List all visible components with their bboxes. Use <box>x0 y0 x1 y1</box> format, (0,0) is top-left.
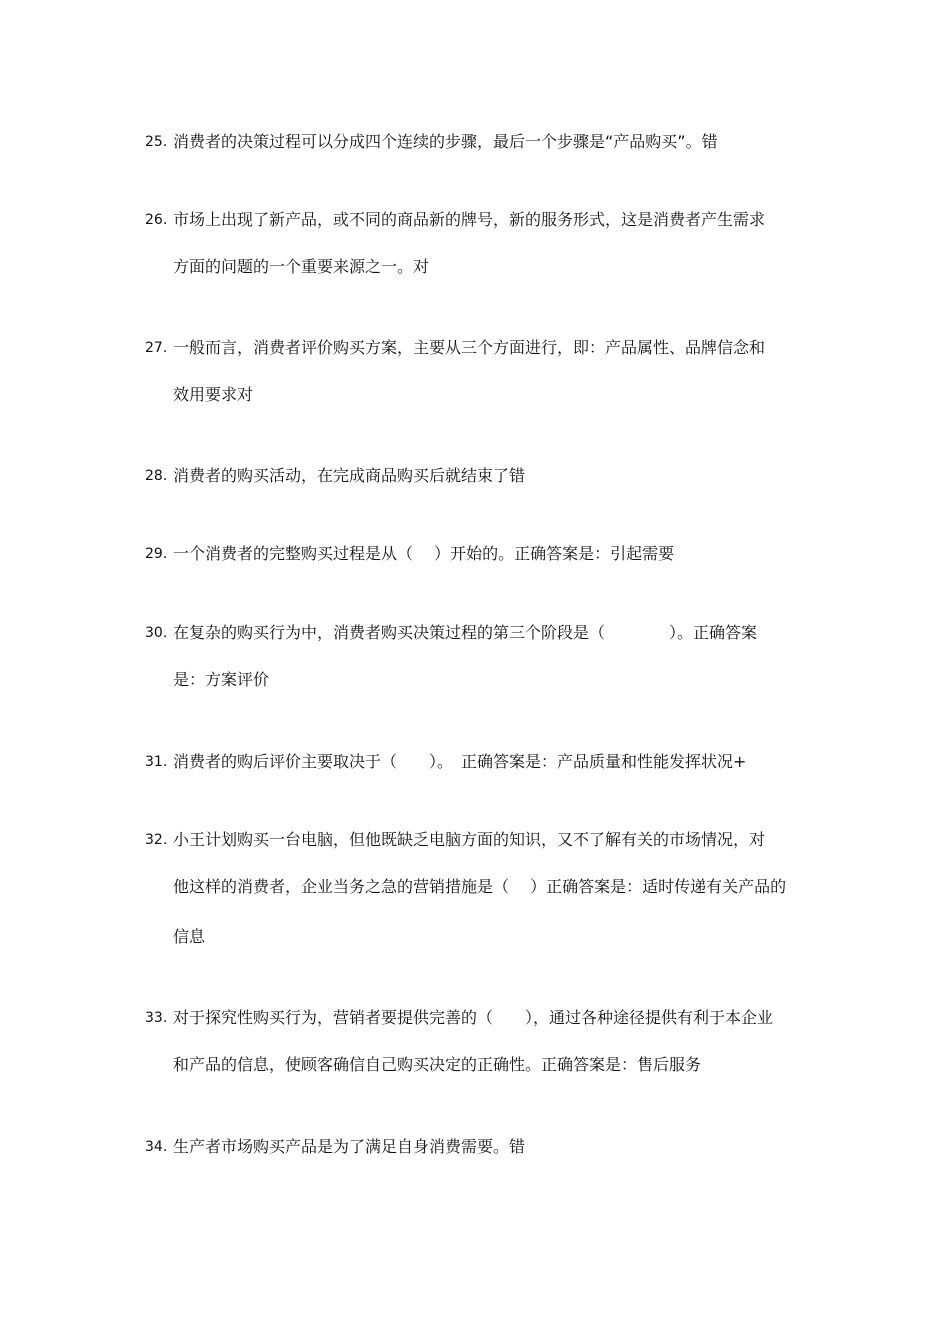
question-text-line: 消费者的购买活动，在完成商品购买后就结束了错 <box>173 466 526 485</box>
question-text-line: 和产品的信息，使顾客确信自己购买决定的正确性。正确答案是：售后服务 <box>173 1055 702 1074</box>
question-number: 32. <box>145 832 168 848</box>
question-text-line: 是：方案评价 <box>173 670 270 689</box>
question-number: 34. <box>145 1139 168 1155</box>
question-text-line: 消费者的决策过程可以分成四个连续的步骤，最后一个步骤是“产品购买”。错 <box>173 132 718 151</box>
question-number: 31. <box>145 754 168 770</box>
question-number: 30. <box>145 625 168 641</box>
question-text-line: 他这样的消费者，企业当务之急的营销措施是（ ）正确答案是：适时传递有关产品的 <box>173 877 787 896</box>
question-text-line: 在复杂的购买行为中，消费者购买决策过程的第三个阶段是（ ）。正确答案 <box>173 623 758 642</box>
question-text-line: 消费者的购后评价主要取决于（ ）。 正确答案是：产品质量和性能发挥状况+ <box>173 752 747 771</box>
question-text-line: 对于探究性购买行为，营销者要提供完善的（ ），通过各种途径提供有利于本企业 <box>173 1008 774 1027</box>
question-text-line: 一个消费者的完整购买过程是从（ ）开始的。正确答案是：引起需要 <box>173 544 675 563</box>
question-text-line: 一般而言，消费者评价购买方案，主要从三个方面进行，即：产品属性、品牌信念和 <box>173 338 766 357</box>
question-text-line: 信息 <box>173 927 206 946</box>
question-number: 33. <box>145 1010 168 1026</box>
question-text-line: 方面的问题的一个重要来源之一。对 <box>173 257 430 276</box>
question-number: 29. <box>145 546 168 562</box>
question-text-line: 小王计划购买一台电脑，但他既缺乏电脑方面的知识，又不了解有关的市场情况，对 <box>173 830 766 849</box>
question-text-line: 生产者市场购买产品是为了满足自身消费需要。错 <box>173 1137 526 1156</box>
question-number: 27. <box>145 340 168 356</box>
question-number: 26. <box>145 212 168 228</box>
question-text-line: 市场上出现了新产品，或不同的商品新的牌号，新的服务形式，这是消费者产生需求 <box>173 210 766 229</box>
question-number: 28. <box>145 468 168 484</box>
question-number: 25. <box>145 134 168 150</box>
question-text-line: 效用要求对 <box>173 385 254 404</box>
